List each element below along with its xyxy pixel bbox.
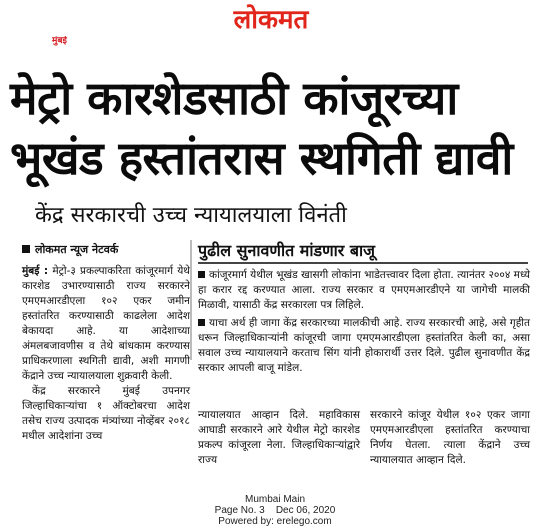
column-1-paragraph-1	[22, 264, 190, 384]
bullet-square-icon	[22, 245, 30, 253]
footer	[200, 494, 350, 527]
sidebar-box-body	[198, 268, 530, 376]
sidebar-paragraph-1: कांजूरमार्ग येथील भूखंड खासगी लोकांना भाडेतत्त्वावर दिला होता. त्यानंतर २००४ मध्ये हा करार रद्द करण्यात आला. राज्य सरकार व एमएमआरडीएने या जागेची मालकी मिळावी, यासाठी केंद्र सरकारला पत्र लिहिले.	[198, 269, 530, 311]
dateline: मुंबई :	[22, 265, 49, 277]
article-column-2	[198, 408, 360, 468]
masthead	[0, 0, 543, 46]
article-column-1	[22, 264, 190, 444]
section-kicker: मुंबई	[52, 36, 67, 46]
article-column-3	[370, 408, 530, 468]
sidebar-paragraph-2: याचा अर्थ ही जागा केंद्र सरकारच्या मालकीची आहे. राज्य सरकारची आहे, असे गृहीत धरून जिल्हाधिकाऱ्यांनी कांजूरची जागा एमएमआरडीएला हस्तांतरित केली का, असा सवाल उच्च न्यायालयाने करताच सिंग यांनी होकारार्थी उत्तर दिले. पुढील सुनावणीत केंद्र सरकार आपली बाजू मांडेल.	[198, 317, 530, 374]
column-2-text: न्यायालयात आव्हान दिले. महाविकास आघाडी सरकारने आरे येथील मेट्रो कारशेड प्रकल्प कांजूरला नेला. जिल्हाधिकाऱ्यांद्वारे राज्य	[198, 409, 360, 466]
footer-page-date: Page No. 3 Dec 06, 2020	[214, 505, 336, 516]
headline-line-1: मेट्रो कारशेडसाठी कांजूरच्या	[10, 71, 458, 125]
column-3-text: सरकारने कांजूर येथील १०२ एकर जागा एमएमआरडीएला हस्तांतरित करण्याचा निर्णय घेतला. त्याला केंद्राने उच्च न्यायालयात आव्हान दिले.	[370, 409, 530, 466]
sidebar-box-title: पुढील सुनावणीत मांडणार बाजू	[198, 240, 528, 264]
footer-edition: Mumbai Main	[244, 494, 306, 505]
column-1-paragraph-1-text: मेट्रो-३ प्रकल्पाकरिता कांजूरमार्ग येथे कारशेड उभारण्यासाठी राज्य सरकारने एमएमआरडीएला १०२ एकर जमीन हस्तांतरित करण्यासाठी काढलेला आदेश बेकायदा आहे. या आदेशाच्या अंमलबजावणीस व तेथे बांधकाम करण्यास प्राधिकरणाला स्थगिती द्यावी, अशी मागणी केंद्राने उच्च न्यायालयाला शुक्रवारी केली.	[22, 265, 190, 382]
column-1-paragraph-2: केंद्र सरकारने मुंबई उपनगर जिल्हाधिकाऱ्यांचा १ ऑक्टोबरचा आदेश तसेच राज्य उत्पादक मंत्र्यांच्या नोव्हेंबर २०१८ मधील आदेशांना उच्च	[22, 385, 190, 442]
subheadline: केंद्र सरकारची उच्च न्यायालयाला विनंती	[35, 203, 347, 228]
headline-line-2: भूखंड हस्तांतरास स्थगिती द्यावी	[10, 131, 513, 185]
byline-text: लोकमत न्यूज नेटवर्क	[35, 243, 119, 256]
headline	[10, 68, 535, 188]
newspaper-logo: लोकमत	[233, 5, 309, 35]
footer-powered-by: Powered by: erelego.com	[218, 516, 332, 527]
byline	[22, 243, 192, 257]
